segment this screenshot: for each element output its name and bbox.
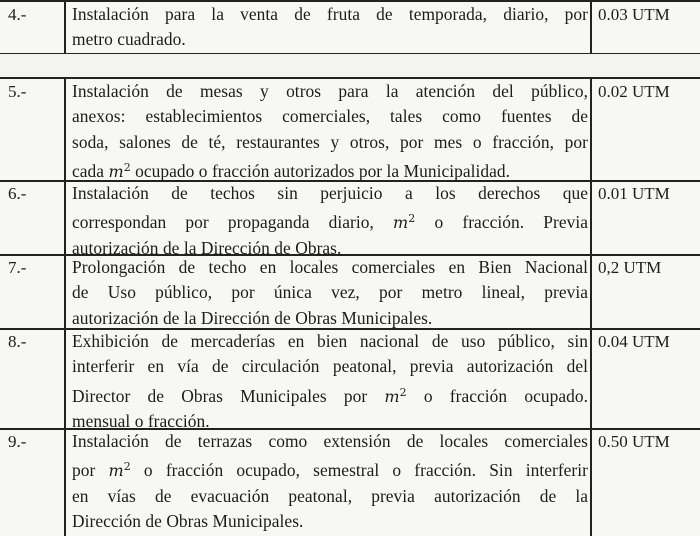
item-description [72,79,588,184]
description-line [72,206,588,235]
item-amount: 0,2 UTM [598,258,662,277]
table-gap [0,54,700,78]
description-line: anexos: establecimientos comerciales, tales como fuentes de [72,106,588,127]
text-fragment: o fracción ocupado, semestral o fracción. Sin interferir [130,460,588,481]
item-number: 6.- [8,184,27,203]
item-description [72,429,588,534]
item-description [72,329,588,434]
m2-unit [108,461,130,480]
description-line: metro cuadrado. [72,29,186,50]
m2-exponent: 2 [399,385,407,399]
description-line: Instalación de mesas y otros para la atención del público, [72,81,588,101]
description-line [72,454,588,483]
description-line [72,155,588,184]
item-description [72,181,588,261]
item-amount: 0.02 UTM [598,82,670,101]
description-line: autorización de la Dirección de Obras. [72,237,342,258]
item-amount: 0.01 UTM [598,184,670,203]
text-fragment: cada [72,160,109,181]
item-description [72,2,588,53]
m2-exponent: 2 [123,160,131,174]
item-description [72,255,588,331]
m2-base: m [108,161,124,181]
m2-exponent: 2 [123,460,131,474]
text-fragment: o fracción ocupado. [406,385,588,406]
description-line: en vías de evacuación peatonal, previa autorización de la [72,485,588,506]
m2-base: m [393,213,409,233]
description-line: Instalación para la venta de fruta de temporada, diario, por [72,4,588,24]
column-rule [590,0,592,54]
item-amount: 0.03 UTM [598,5,670,24]
text-fragment: o fracción. Previa [415,212,588,233]
text-fragment: Director de Obras Municipales por [72,385,385,406]
item-number: 7.- [8,258,27,277]
text-fragment: ocupado o fracción autorizados por la Municipalidad. [130,160,511,181]
description-line: autorización de la Dirección de Obras Municipales. [72,307,433,328]
m2-unit [393,213,415,232]
item-number: 8.- [8,332,27,351]
description-line [72,380,588,409]
description-line: mensual o fracción. [72,410,210,431]
column-rule [590,77,592,536]
column-rule [64,77,66,536]
m2-unit [384,387,406,406]
item-number: 4.- [8,5,27,24]
m2-exponent: 2 [408,212,416,226]
description-line: interferir en vía de circulación peatonal, previa autorización del [72,356,588,377]
m2-base: m [108,461,124,481]
item-amount: 0.04 UTM [598,332,670,351]
m2-base: m [384,386,400,406]
description-line: de Uso público, por única vez, por metro lineal, previa [72,282,588,303]
item-number: 9.- [8,432,27,451]
text-fragment: por [72,460,109,481]
description-line: Exhibición de mercaderías en bien nacional de uso público, sin [72,331,588,351]
item-amount: 0.50 UTM [598,432,670,451]
m2-unit [108,162,130,181]
item-number: 5.- [8,82,27,101]
text-fragment: correspondan por propaganda diario, [72,212,394,233]
description-line: Instalación de terrazas como extensión de locales comerciales [72,431,588,451]
column-rule [64,0,66,54]
description-line: Instalación de techos sin perjuicio a los derechos que [72,183,588,203]
description-line: Dirección de Obras Municipales. [72,510,304,531]
description-line: soda, salones de té, restaurantes y otros, por mes o fracción, por [72,131,588,152]
description-line: Prolongación de techo en locales comerciales en Bien Nacional [72,257,588,277]
